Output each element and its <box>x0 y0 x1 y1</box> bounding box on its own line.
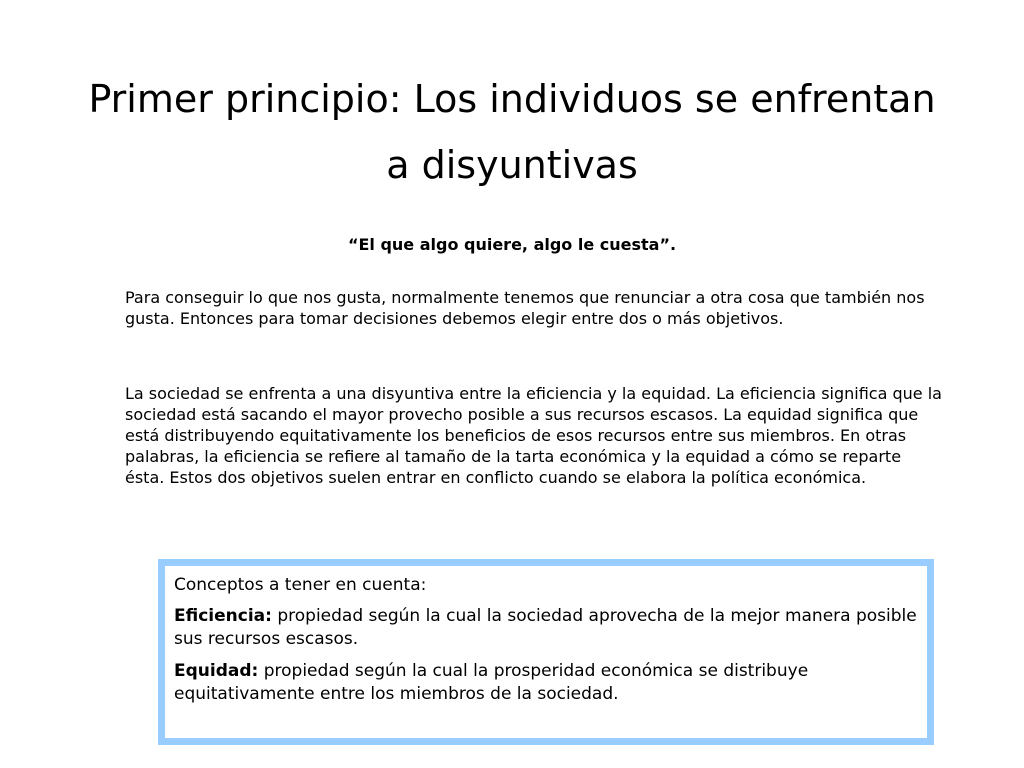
paragraph-tradeoff: Para conseguir lo que nos gusta, normalmente tenemos que renunciar a otra cosa que también nos gusta. Entonces para tomar decisiones debemos elegir entre dos o más objetivos. <box>125 288 925 328</box>
concept-equity <box>174 660 918 706</box>
concept-term: Equidad: <box>174 661 259 681</box>
concept-efficiency <box>174 605 918 651</box>
slide-title: Primer principio: Los individuos se enfrentan a disyuntivas <box>88 77 936 187</box>
concept-term: Eficiencia: <box>174 606 272 626</box>
concepts-box <box>158 559 934 745</box>
concept-definition: propiedad según la cual la prosperidad económica se distribuye equitativamente entre los miembros de la sociedad. <box>174 661 809 704</box>
quote-text: “El que algo quiere, algo le cuesta”. <box>347 235 677 254</box>
concepts-heading: Conceptos a tener en cuenta: <box>174 575 427 595</box>
paragraph-efficiency-equity: La sociedad se enfrenta a una disyuntiva entre la eficiencia y la equidad. La eficiencia significa que la sociedad está sacando el mayor provecho posible a sus recursos escasos. La equidad significa que está distribuyendo equitativamente los beneficios de esos recursos entre sus miembros. En otras palabras, la eficiencia se refiere al tamaño de la tarta económica y la equidad a cómo se reparte ésta. Estos dos objetivos suelen entrar en conflicto cuando se elabora la política económica. <box>125 384 942 487</box>
concept-definition: propiedad según la cual la sociedad aprovecha de la mejor manera posible sus recursos escasos. <box>174 606 917 649</box>
